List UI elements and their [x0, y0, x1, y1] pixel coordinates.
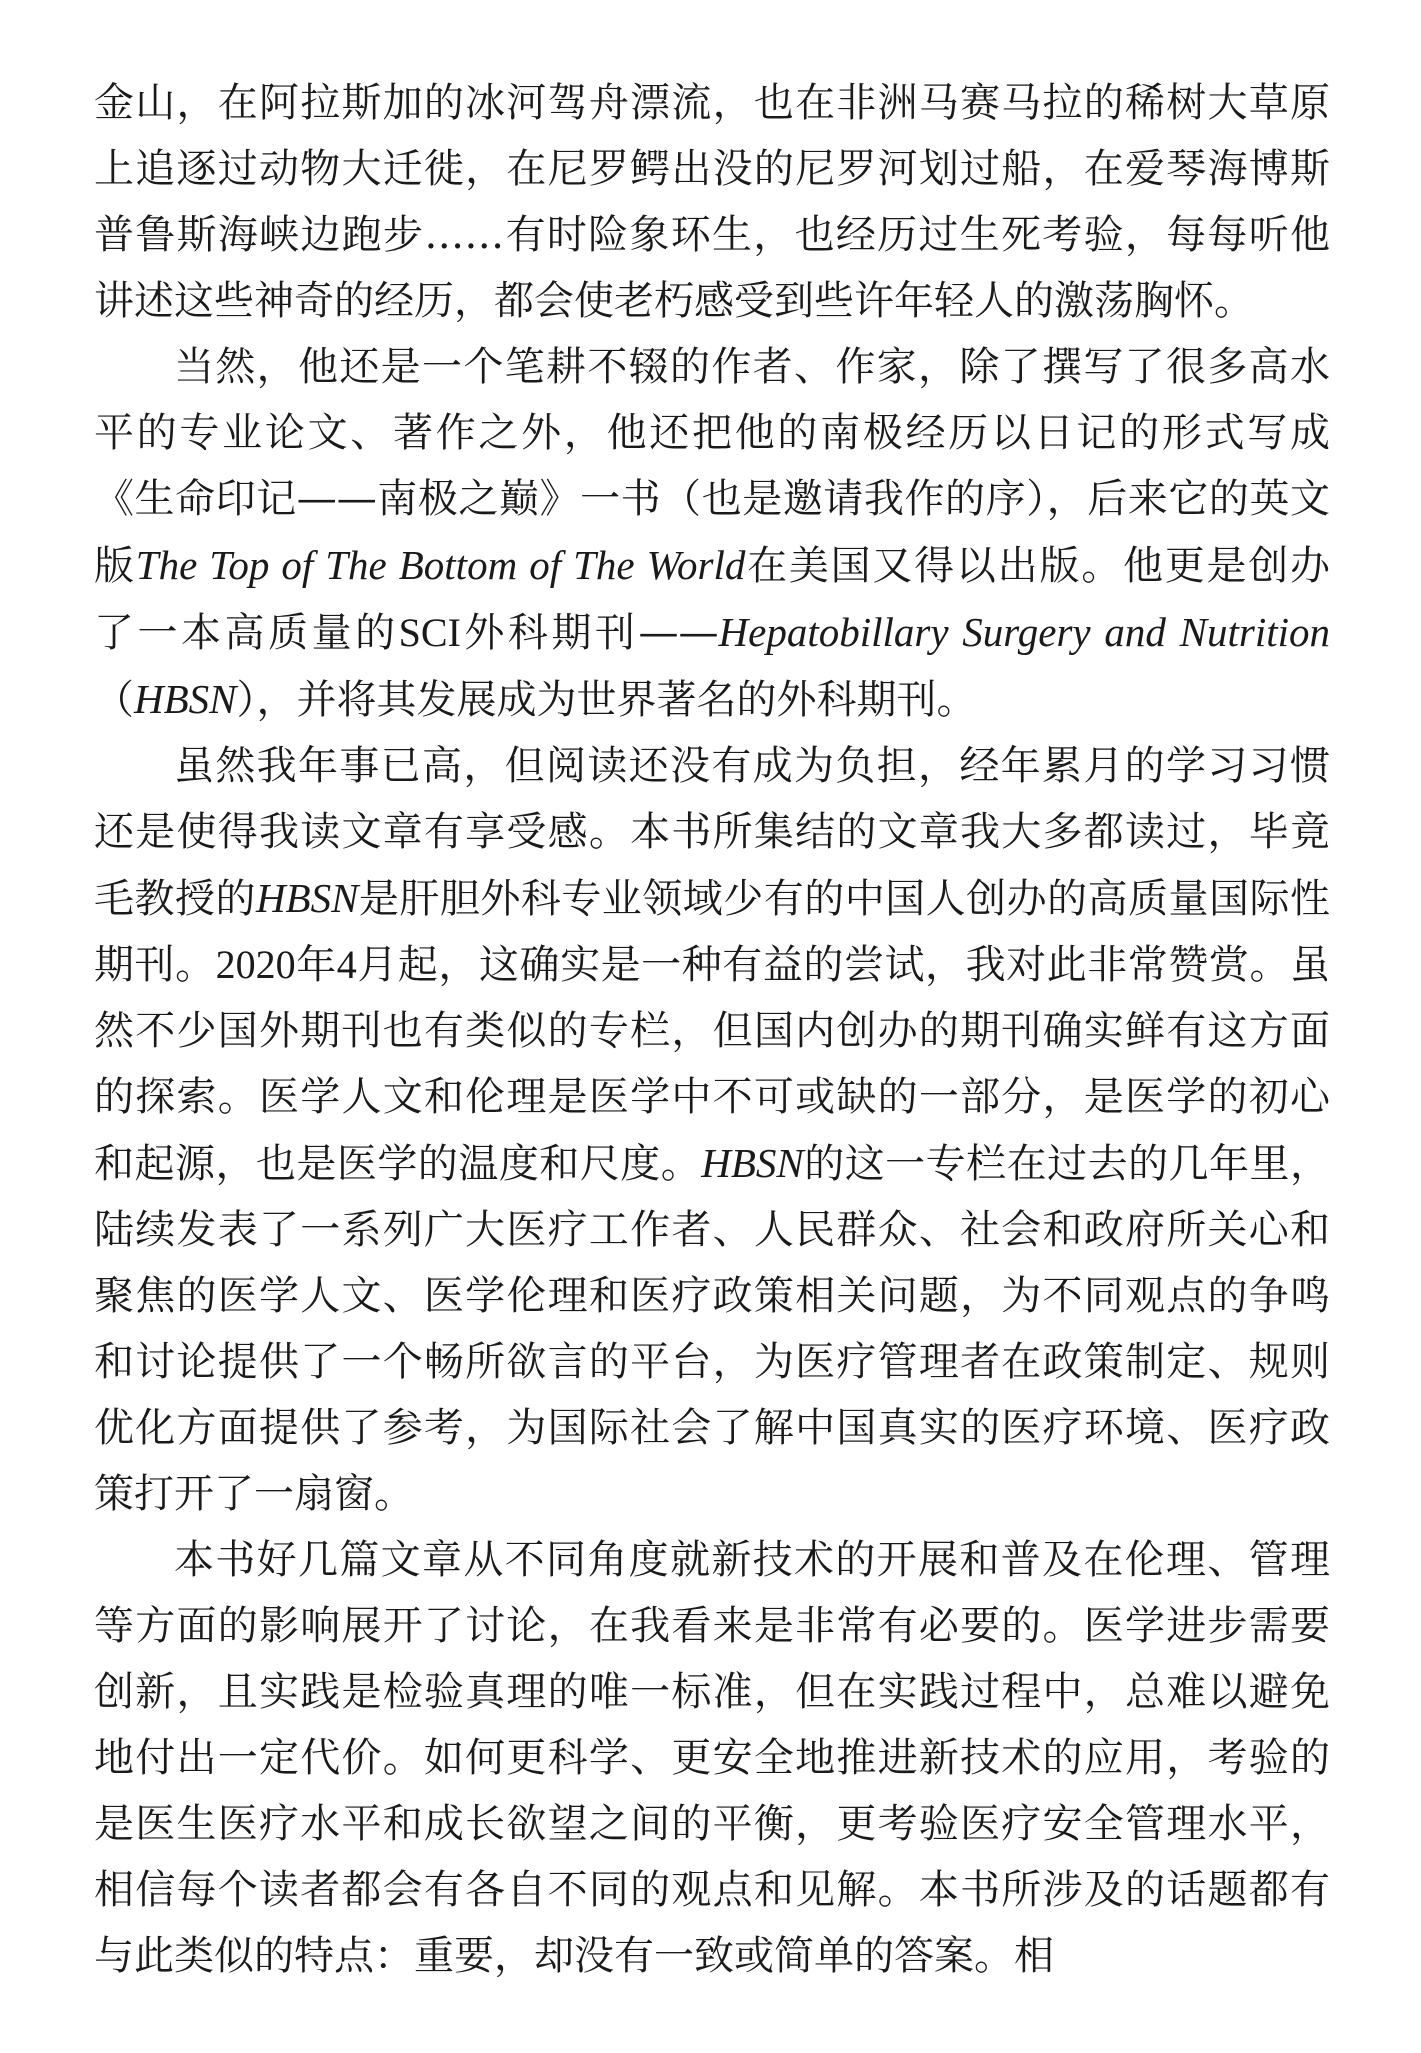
- paragraph-2-text-3: 外科期刊——: [460, 610, 719, 656]
- paragraph-4-text: 本书好几篇文章从不同角度就新技术的开展和普及在伦理、管理等方面的影响展开了讨论，在我看来是非常有必要的。医学进步需要创新，且实践是检验真理的唯一标准，但在实践过程中，总难以避免地付出一定代价。如何更科学、更安全地推进新技术的应用，考验的是医生医疗水平和成长欲望之间的平衡，更考验医疗安全管理水平，相信每个读者都会有各自不同的观点和见解。本书所涉及的话题都有与此类似的特点：重要，却没有一致或简单的答案。相: [94, 1537, 1330, 1979]
- journal-name: Hepatobillary Surgery and Nutrition: [718, 609, 1331, 655]
- journal-abbreviation: HBSN: [134, 676, 237, 722]
- paragraph-3-text-1: 虽然我年事已高，但阅读还没有成为负担，经年累月的学习习惯还是使得我读文章有享受感。本书所集结的文章我大多都读过，毕竟毛教授的: [94, 743, 1330, 922]
- paragraph-3-text-2: 是肝胆外科专业领域少有的中国人创办的高质量国际性期刊。: [94, 876, 1331, 988]
- document-page: [94, 70, 1330, 1989]
- paragraph-2-text-5: ），并将其发展成为世界著名的外科期刊。: [236, 677, 977, 723]
- paragraph-1-text: 金山，在阿拉斯加的冰河驾舟漂流，也在非洲马赛马拉的稀树大草原上追逐过动物大迁徙，在尼罗鳄出没的尼罗河划过船，在爱琴海博斯普鲁斯海峡边跑步……有时险象环生，也经历过生死考验，每每听他讲述这些神奇的经历，都会使老朽感受到些许年轻人的激荡胸怀。: [94, 80, 1330, 324]
- paragraph-2-text-1: 当然，他还是一个笔耕不辍的作者、作家，除了撰写了很多高水平的专业论文、著作之外，他还把他的南极经历以日记的形式写成《生命印记——南极之巅》一书（也是邀请我作的序），后来它的英文版: [94, 344, 1330, 589]
- paragraph-3-text-4: 月起，这确实是一种有益的尝试，我对此非常赞赏。虽然不少国外期刊也有类似的专栏，但国内创办的期刊确实鲜有这方面的探索。医学人文和伦理是医学中不可或缺的一部分，是医学的初心和起源，也是医学的温度和尺度。: [94, 942, 1331, 1187]
- paragraph-2-text-4: （: [94, 677, 134, 723]
- paragraph-2: [94, 334, 1330, 733]
- paragraph-3: [94, 733, 1330, 1527]
- paragraph-4: [94, 1527, 1330, 1989]
- journal-abbreviation-1: HBSN: [255, 875, 359, 921]
- month-value: 4: [336, 942, 357, 987]
- year-value: 2020: [215, 942, 296, 987]
- journal-abbreviation-2: HBSN: [701, 1140, 804, 1186]
- paragraph-3-text-3: 年: [295, 942, 337, 988]
- sci-abbreviation: SCI: [398, 610, 461, 655]
- paragraph-2-text-2: 在美国又得以出版。他更是创办了一本高质量的: [94, 543, 1331, 656]
- paragraph-1: [94, 70, 1330, 334]
- book-title-english: The Top of The Bottom of The World: [135, 542, 746, 588]
- paragraph-3-text-5: 的这一专栏在过去的几年里，陆续发表了一系列广大医疗工作者、人民群众、社会和政府所关心和聚焦的医学人文、医学伦理和医疗政策相关问题，为不同观点的争鸣和讨论提供了一个畅所欲言的平台，为医疗管理者在政策制定、规则优化方面提供了参考，为国际社会了解中国真实的医疗环境、医疗政策打开了一扇窗。: [94, 1141, 1331, 1517]
